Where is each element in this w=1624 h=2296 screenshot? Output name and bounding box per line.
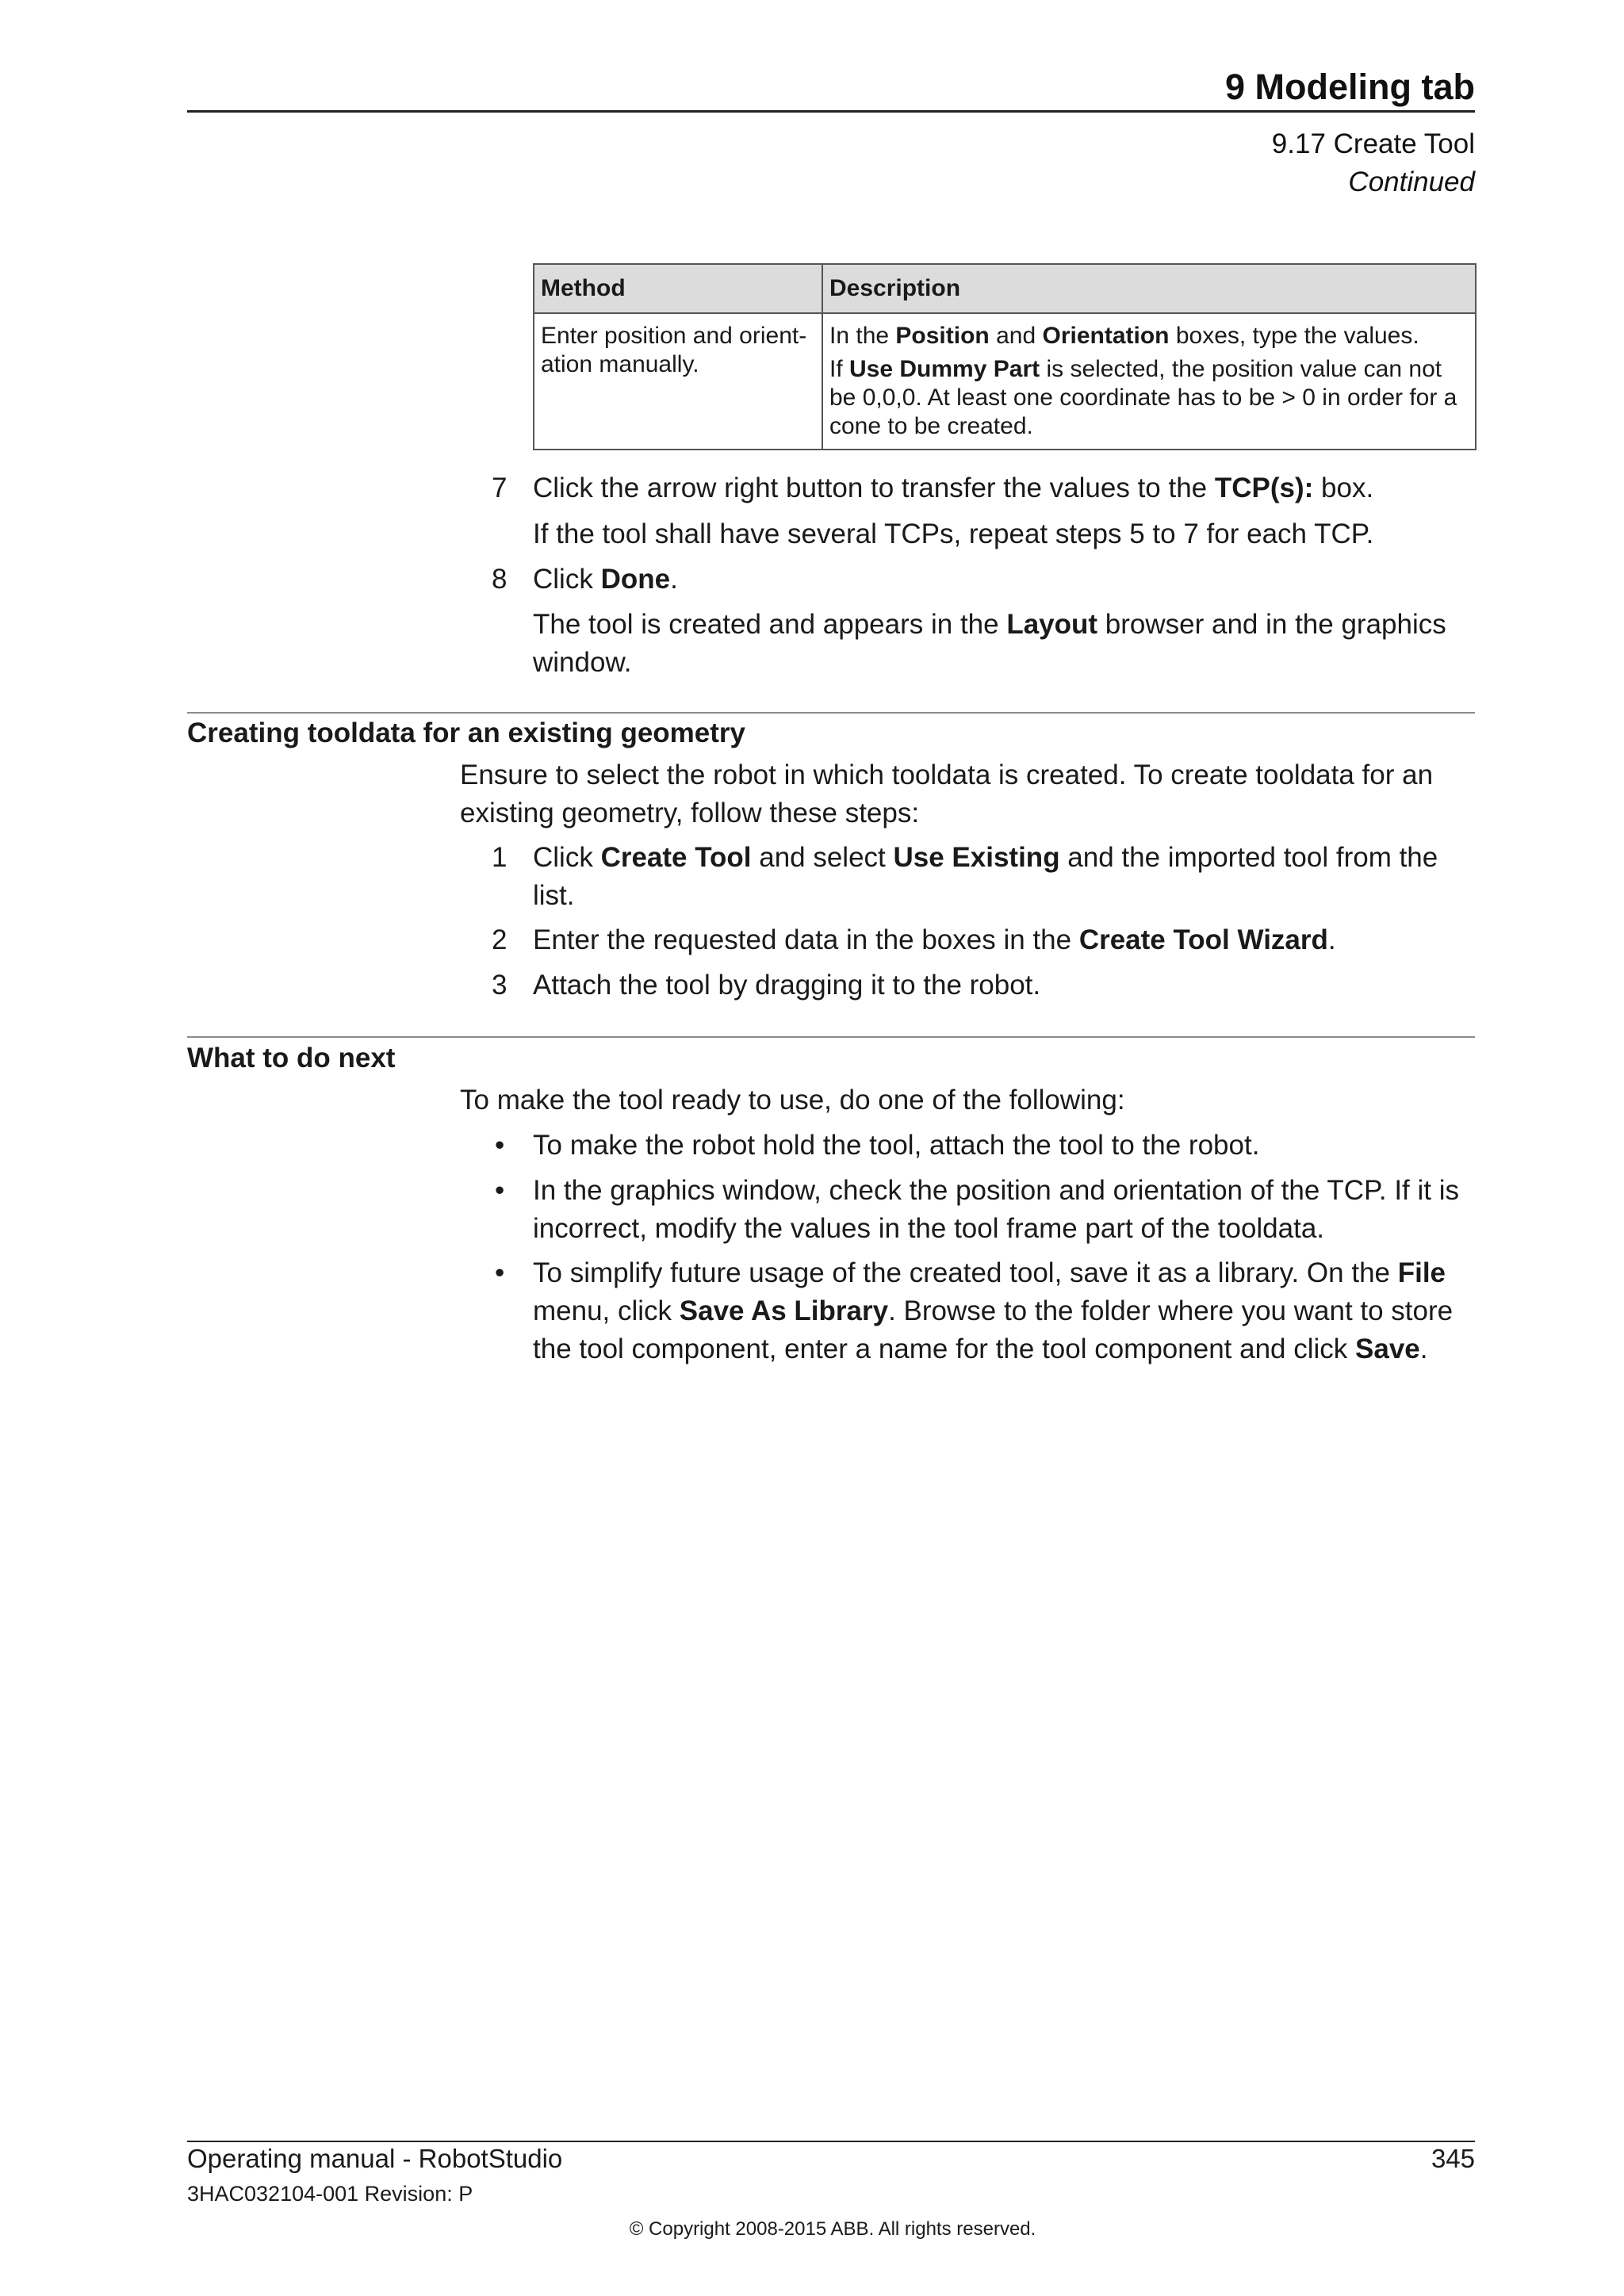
- step-text: [533, 839, 1475, 915]
- text-run: .: [1419, 1334, 1428, 1364]
- copyright-notice: © Copyright 2008-2015 ABB. All rights reserved.: [629, 2218, 1036, 2240]
- text-run: boxes, type the values.: [1169, 323, 1419, 349]
- text-run: Click: [533, 564, 601, 595]
- text-run: box.: [1313, 473, 1374, 503]
- text-run: If: [829, 356, 850, 382]
- column-header-method: Method: [534, 264, 822, 313]
- text-run: Click: [533, 842, 601, 873]
- bullet-text: To make the robot hold the tool, attach the tool to the robot.: [533, 1130, 1260, 1161]
- text-run: and select: [751, 842, 894, 873]
- chapter-heading: 9 Modeling tab: [1225, 67, 1475, 107]
- step-text: Attach the tool by dragging it to the robot.: [533, 970, 1041, 1001]
- step-text: [533, 921, 1475, 959]
- text-run: and: [989, 323, 1043, 349]
- description-line: [829, 322, 1469, 350]
- step-text: [533, 561, 1475, 599]
- step-number: 3: [492, 970, 508, 1001]
- method-cell-line: Enter position and orient-: [541, 323, 807, 349]
- section-title: Creating tooldata for an existing geometry: [187, 718, 745, 748]
- section-divider: [187, 1036, 1475, 1038]
- bullet-item: [492, 1127, 1477, 1165]
- text-run: Click the arrow right button to transfer the values to the: [533, 473, 1215, 503]
- bullet-text: In the graphics window, check the position and orientation of the TCP. If it is incorrect, modify the values in the tool frame part of the tooldata.: [533, 1175, 1460, 1244]
- text-run: In the: [829, 323, 896, 349]
- step-text: [533, 469, 1475, 507]
- section-divider: [187, 712, 1475, 714]
- step-note: If the tool shall have several TCPs, repeat steps 5 to 7 for each TCP.: [533, 519, 1374, 549]
- step-number: 1: [492, 842, 508, 873]
- bullet-item: [492, 1172, 1477, 1248]
- bullet-icon: •: [495, 1257, 505, 1288]
- procedure-step: [492, 839, 1475, 915]
- procedure-step: [492, 561, 1475, 599]
- method-cell: [534, 313, 822, 450]
- method-cell-line: ation manually.: [541, 351, 699, 377]
- text-run: .: [1327, 924, 1336, 955]
- procedure-step: [492, 966, 1475, 1004]
- bold-term: File: [1397, 1257, 1446, 1288]
- document-id: 3HAC032104-001 Revision: P: [187, 2182, 473, 2206]
- section-title: What to do next: [187, 1043, 396, 1073]
- text-run: To simplify future usage of the created tool, save it as a library. On the: [533, 1257, 1398, 1288]
- text-run: menu, click: [533, 1295, 680, 1326]
- text-run: The tool is created and appears in the: [533, 609, 1007, 640]
- bold-term: Save As Library: [679, 1295, 889, 1326]
- description-line: [829, 355, 1469, 441]
- method-table: [533, 263, 1477, 450]
- text-run: is selected, the position value can not be 0,0,0. At least one coordinate has to be > 0 in order for a cone to be created.: [829, 356, 1457, 439]
- bold-term: Done: [600, 564, 671, 595]
- bold-term: Use Dummy Part: [849, 356, 1040, 382]
- table-header-row: [534, 264, 1476, 313]
- bullet-icon: •: [495, 1175, 505, 1206]
- step-number: 7: [492, 473, 508, 503]
- continued-label: Continued: [1348, 166, 1475, 197]
- bullet-icon: •: [495, 1130, 505, 1161]
- description-cell: [822, 313, 1476, 450]
- text-run: and the imported tool from the list.: [533, 842, 1438, 911]
- bold-term: Position: [895, 323, 990, 349]
- bullet-text: [533, 1254, 1477, 1368]
- step-number: 8: [492, 564, 508, 595]
- text-run: . Browse to the folder where you want to store the tool component, enter a name for the tool component and click: [533, 1295, 1454, 1364]
- bold-term: Create Tool: [600, 842, 752, 873]
- header-rule: [187, 110, 1475, 113]
- section-heading: 9.17 Create Tool: [1271, 128, 1475, 159]
- footer-rule: [187, 2141, 1475, 2142]
- section-intro: To make the tool ready to use, do one of the following:: [460, 1085, 1125, 1115]
- column-header-description: Description: [822, 264, 1476, 313]
- text-run: Enter the requested data in the boxes in the: [533, 924, 1079, 955]
- page-number: 345: [1431, 2144, 1475, 2173]
- bold-term: Use Existing: [893, 842, 1060, 873]
- section-intro: Ensure to select the robot in which tooldata is created. To create tooldata for an existing geometry, follow these steps:: [460, 760, 1434, 828]
- bold-term: TCP(s):: [1214, 473, 1314, 503]
- step-number: 2: [492, 924, 508, 955]
- bold-term: Orientation: [1042, 323, 1170, 349]
- bold-term: Save: [1355, 1334, 1420, 1364]
- bold-term: Create Tool Wizard: [1078, 924, 1328, 955]
- procedure-step: [492, 921, 1475, 959]
- text-run: browser and in the graphics window.: [533, 609, 1446, 678]
- footer-manual-title: Operating manual - RobotStudio: [187, 2144, 563, 2173]
- bullet-item: [492, 1254, 1477, 1368]
- procedure-step: [492, 469, 1475, 507]
- bold-term: Layout: [1006, 609, 1098, 640]
- step-note: [533, 606, 1477, 682]
- table-row: [534, 313, 1476, 450]
- text-run: .: [670, 564, 678, 595]
